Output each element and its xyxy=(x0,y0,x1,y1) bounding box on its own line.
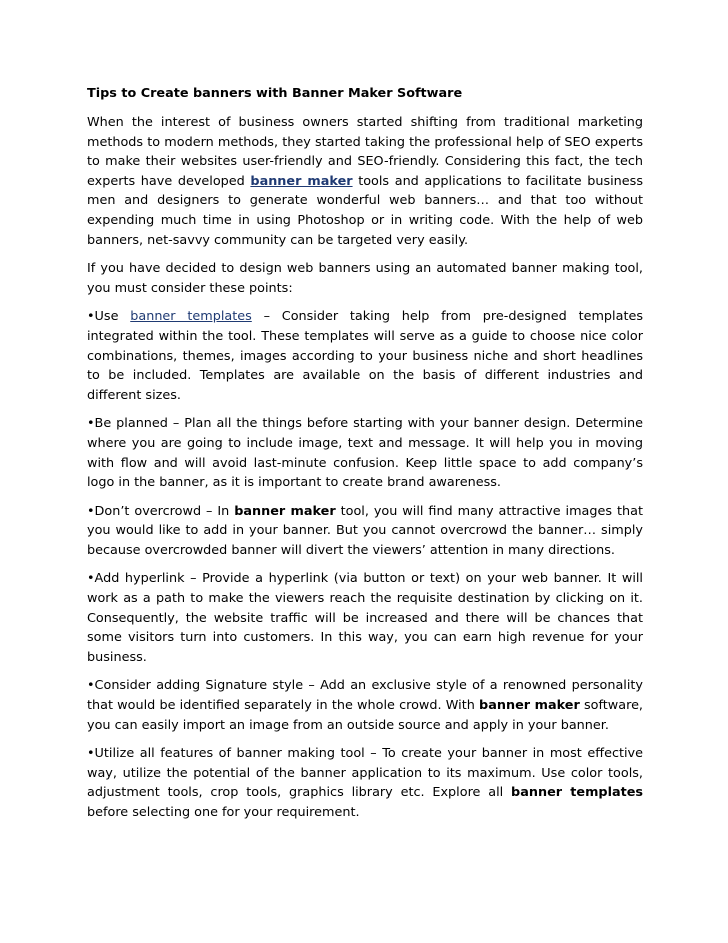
banner-maker-bold: banner maker xyxy=(234,503,336,519)
tip-utilize-features-end: before selecting one for your requirement. xyxy=(87,805,360,820)
tip-signature-style-end: software, you can easily import an image from an outside source and apply in your banner. xyxy=(87,698,644,733)
tip-use-templates-start: •Use xyxy=(87,309,131,325)
intro-text-start: When the interest of business owners started shifting from traditional marketing methods to modern methods, they started taking the professional help of SEO experts to make their websites user-friendly and SEO-friendly. Considering this fact, the tech experts have developed xyxy=(87,115,643,189)
tip-signature-style xyxy=(87,676,643,735)
tip-be-planned: •Be planned – Plan all the things before starting with your banner design. Determine where you are going to include image, text and message. It will help you in moving with flow and will avoid last-minute confusion. Keep little space to add company’s logo in the banner, as it is important to create brand awareness. xyxy=(87,416,643,491)
tip-utilize-features-start: •Utilize all features of banner making tool – To create your banner in most effective way, utilize the potential of the banner application to its maximum. Use color tools, adjustment tools, crop tools, graphics library etc. Explore all xyxy=(87,746,643,801)
banner-maker-link[interactable]: banner maker xyxy=(250,173,353,189)
document-title: Tips to Create banners with Banner Maker Software xyxy=(87,86,463,101)
document-page xyxy=(87,84,643,832)
intro-text-end: tools and applications to facilitate business men and designers to generate wonderful web banners… and that too without expending much time in using Photoshop or in writing code. With the help of web banners, net-savvy community can be targeted very easily. xyxy=(87,173,643,248)
tip-utilize-features xyxy=(87,744,643,822)
tip-dont-overcrowd xyxy=(87,502,643,561)
tip-signature-style-start: •Consider adding Signature style – Add an exclusive style of a renowned personality that would be identified separately in the whole crowd. With xyxy=(87,678,643,714)
consider-points-paragraph: If you have decided to design web banners using an automated banner making tool, you must consider these points: xyxy=(87,261,643,296)
tip-dont-overcrowd-end: tool, you will find many attractive images that you would like to add in your banner. But you cannot overcrowd the banner… simply because overcrowded banner will divert the viewers’ attention in many directions. xyxy=(87,503,643,558)
banner-templates-bold: banner templates xyxy=(511,785,643,801)
tip-dont-overcrowd-start: •Don’t overcrowd – In xyxy=(87,503,235,519)
intro-paragraph xyxy=(87,113,643,250)
tip-use-templates xyxy=(87,307,643,405)
banner-templates-link[interactable]: banner templates xyxy=(130,309,252,325)
banner-maker-bold-2: banner maker xyxy=(479,698,580,714)
tip-use-templates-end: – Consider taking help from pre-designed templates integrated within the tool. These templates will serve as a guide to choose nice color combinations, themes, images according to your business niche and short headlines to be included. Templates are available on the basis of different industries and different sizes. xyxy=(87,309,643,403)
tip-add-hyperlink: •Add hyperlink – Provide a hyperlink (via button or text) on your web banner. It will work as a path to make the viewers reach the requisite destination by clicking on it. Consequently, the website traffic will be increased and there will be chances that some visitors turn into customers. In this way, you can earn high revenue for your business. xyxy=(87,571,643,665)
